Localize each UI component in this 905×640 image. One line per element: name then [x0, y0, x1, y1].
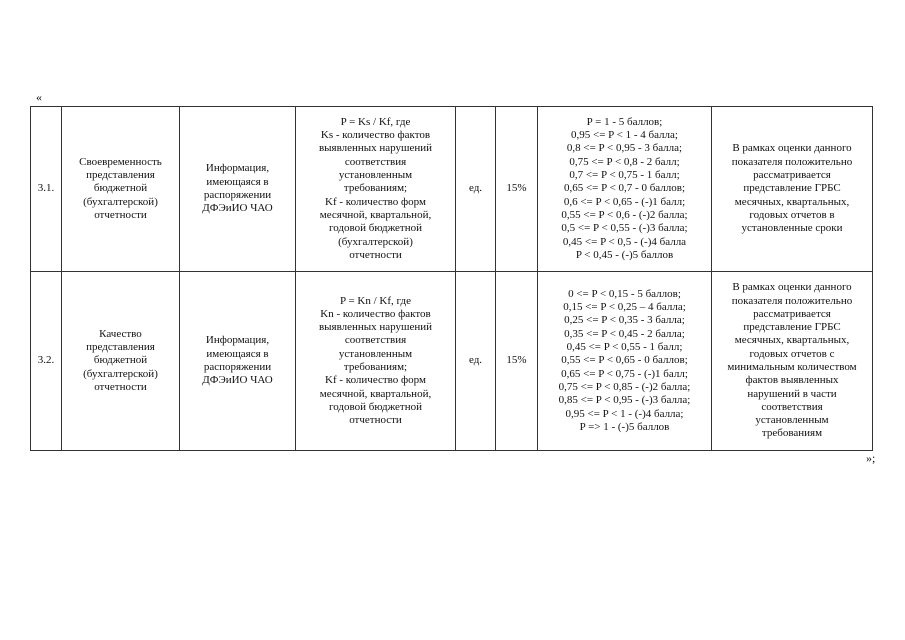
text-line: Информация,	[205, 334, 270, 347]
text-line: 0,45 <= P < 0,5 - (-)4 балла	[562, 235, 687, 248]
text-line: P = Kn / Kf, где	[340, 294, 411, 307]
text-line: Информация,	[205, 162, 270, 175]
text-line: 0,5 <= P < 0,55 - (-)3 балла;	[561, 222, 688, 235]
formula	[296, 272, 456, 451]
data-source	[180, 107, 296, 272]
text-line: 0,75 <= P < 0,85 - (-)2 балла;	[558, 380, 691, 393]
text-line: установленным	[338, 169, 413, 182]
text-line: представление ГРБС	[743, 321, 841, 334]
note	[712, 107, 873, 272]
text-line: Ks - количество фактов	[320, 129, 431, 142]
text-line: соответствия	[344, 334, 407, 347]
text-line: годовых отчетов в	[749, 208, 835, 221]
text-line: 0,8 <= P < 0,95 - 3 балла;	[566, 142, 683, 155]
text-line: 0,45 <= P < 0,55 - 1 балл;	[566, 341, 683, 354]
text-line: фактов выявленных	[745, 374, 839, 387]
text-line: рассматривается	[753, 169, 831, 182]
table-row	[31, 272, 873, 451]
text-line: распоряжении	[203, 361, 272, 373]
text-line: бюджетной	[93, 182, 148, 195]
indicator-table	[30, 106, 873, 451]
text-line: ДФЭиИО ЧАО	[202, 202, 273, 215]
text-line: имеющаяся в	[206, 347, 269, 360]
text-line: годовой бюджетной	[328, 400, 423, 413]
text-line: Качество	[99, 327, 142, 340]
text-line: Kf - количество форм	[325, 195, 426, 208]
text-line: 0,15 <= P < 0,25 – 4 балла;	[563, 301, 686, 314]
text-line: P = Ks / Kf, где	[340, 115, 411, 128]
text-line: отчетности	[349, 414, 402, 427]
formula	[296, 107, 456, 272]
text-line: 0,35 <= P < 0,45 - 2 балла;	[564, 327, 685, 340]
text-line: выявленных нарушений	[318, 142, 433, 155]
text-line: выявленных нарушений	[318, 321, 433, 334]
text-line: 0,6 <= P < 0,65 - (-)1 балл;	[563, 195, 686, 208]
text-line: показателя положительно	[731, 155, 853, 168]
text-line: годовой бюджетной	[328, 222, 423, 235]
text-line: 0,55 <= P < 0,65 - 0 баллов;	[561, 354, 688, 367]
text-line: (бухгалтерской)	[83, 367, 158, 380]
note	[712, 272, 873, 451]
indicator-name	[62, 107, 180, 272]
text-line: требованиям	[761, 427, 823, 440]
text-line: В рамках оценки данного	[732, 142, 852, 155]
unit: ед.	[456, 107, 496, 272]
row-number: 3.1.	[31, 107, 62, 272]
text-line: 0,85 <= P < 0,95 - (-)3 балла;	[558, 394, 691, 407]
text-line: 0 <= P < 0,15 - 5 баллов;	[568, 287, 681, 300]
text-line: Kn - количество фактов	[320, 307, 431, 320]
text-line: 0,95 <= P < 1 - 4 балла;	[571, 129, 678, 142]
text-line: отчетности	[94, 380, 147, 393]
weight: 15%	[496, 107, 538, 272]
text-line: соответствия	[761, 400, 823, 413]
text-line: Своевременность	[79, 155, 162, 168]
text-line: 0,75 <= P < 0,8 - 2 балл;	[569, 155, 680, 168]
text-line: ДФЭиИО ЧАО	[202, 374, 273, 387]
table-row	[31, 107, 873, 272]
unit: ед.	[456, 272, 496, 451]
text-line: требованиям;	[343, 361, 408, 373]
closing-quote: »;	[866, 451, 876, 465]
text-line: 0,65 <= P < 0,75 - (-)1 балл;	[561, 367, 688, 380]
text-line: отчетности	[349, 248, 402, 261]
text-line: месячной, квартальной,	[319, 387, 432, 400]
text-line: распоряжении	[203, 189, 272, 201]
opening-quote: «	[36, 90, 42, 104]
text-line: бюджетной	[93, 354, 148, 367]
text-line: минимальным количеством	[727, 361, 857, 373]
indicator-name	[62, 272, 180, 451]
text-line: установленные сроки	[741, 222, 843, 235]
text-line: отчетности	[94, 208, 147, 221]
text-line: P = 1 - 5 баллов;	[586, 115, 663, 128]
text-line: 0,95 <= P < 1 - (-)4 балла;	[565, 407, 684, 420]
text-line: установленным	[338, 347, 413, 360]
score-scale	[538, 272, 712, 451]
text-line: представления	[86, 169, 155, 182]
text-line: Kf - количество форм	[325, 374, 426, 387]
text-line: рассматривается	[753, 307, 831, 320]
text-line: нарушений в части	[747, 387, 837, 400]
text-line: месячных, квартальных,	[734, 334, 850, 347]
text-line: 0,7 <= P < 0,75 - 1 балл;	[569, 169, 680, 182]
text-line: P < 0,45 - (-)5 баллов	[575, 248, 674, 261]
text-line: представления	[86, 341, 155, 354]
text-line: P => 1 - (-)5 баллов	[579, 420, 670, 433]
text-line: установленным	[755, 414, 829, 427]
data-source	[180, 272, 296, 451]
row-number: 3.2.	[31, 272, 62, 451]
text-line: требованиям;	[343, 182, 408, 195]
text-line: 0,65 <= P < 0,7 - 0 баллов;	[563, 182, 686, 195]
text-line: (бухгалтерской)	[338, 235, 413, 248]
text-line: В рамках оценки данного	[732, 281, 852, 294]
score-scale	[538, 107, 712, 272]
text-line: (бухгалтерской)	[83, 195, 158, 208]
text-line: показателя положительно	[731, 294, 853, 307]
text-line: месячных, квартальных,	[734, 195, 850, 208]
text-line: 0,25 <= P < 0,35 - 3 балла;	[564, 314, 685, 327]
text-line: имеющаяся в	[206, 175, 269, 188]
weight: 15%	[496, 272, 538, 451]
text-line: представление ГРБС	[743, 182, 841, 195]
text-line: соответствия	[344, 155, 407, 168]
text-line: месячной, квартальной,	[319, 208, 432, 221]
text-line: 0,55 <= P < 0,6 - (-)2 балла;	[561, 208, 688, 221]
text-line: годовых отчетов с	[749, 347, 835, 360]
